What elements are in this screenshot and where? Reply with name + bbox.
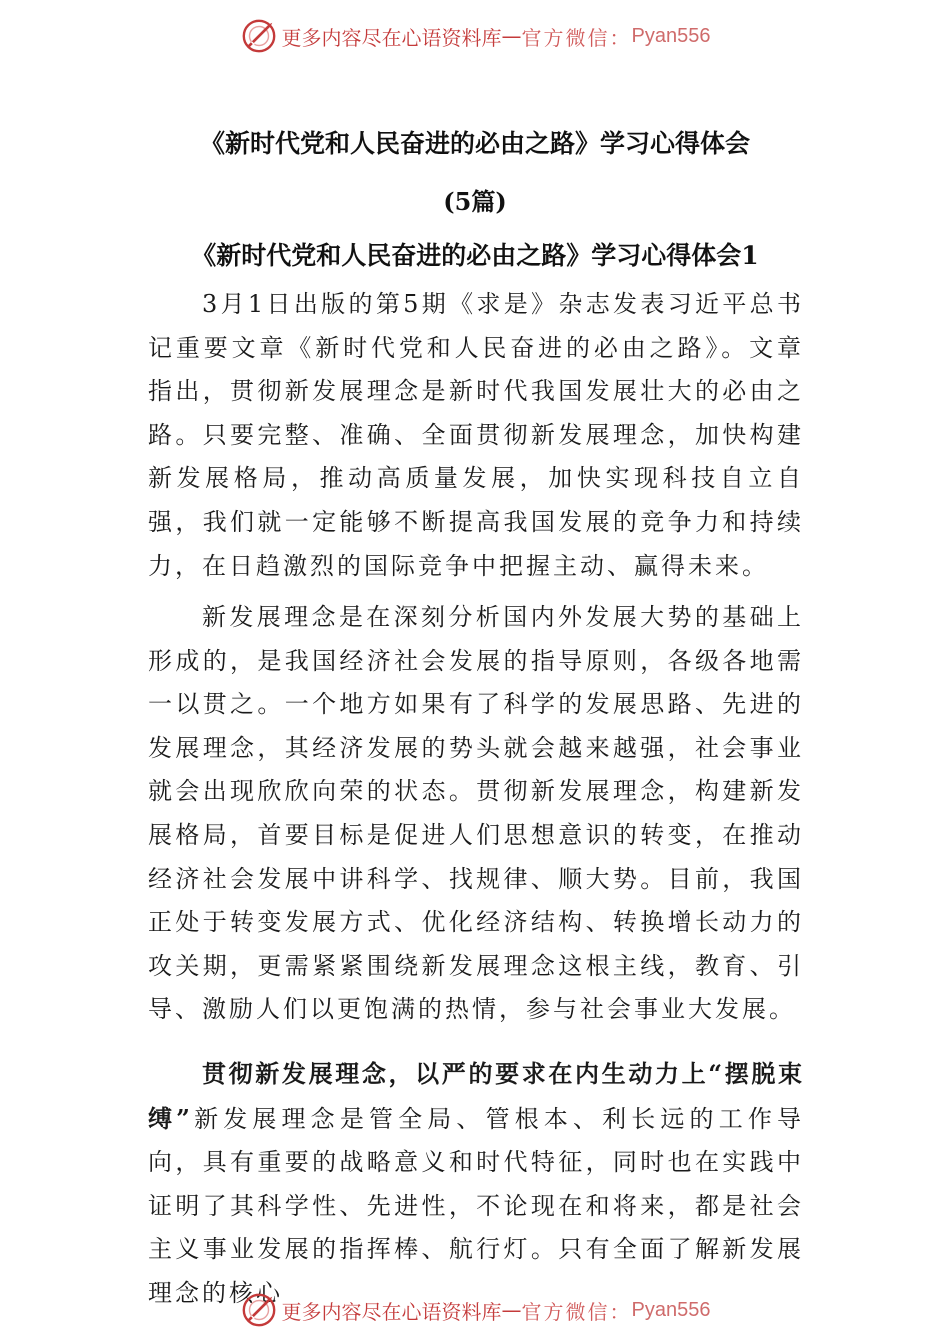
- banner-separator: —: [501, 24, 522, 48]
- header-banner: [0, 16, 950, 56]
- footer-banner: [0, 1290, 950, 1330]
- banner-separator: —: [501, 1298, 522, 1322]
- banner-wechat-id: Pyan556: [631, 24, 711, 47]
- paragraph-3-text: 新发展理念是管全局、管根本、利长远的工作导向，具有重要的战略意义和时代特征，同时也在实践中证明了其科学性、先进性，不论现在和将来，都是社会主义事业发展的指挥棒、航行灯。只有全面了解新发展理念的核心: [148, 1104, 804, 1307]
- paragraph-3-heading: 贯彻新发展理念，以严的要求在内生动力上“摆脱束缚”: [148, 1059, 804, 1133]
- banner-contact-label: 官方微信：: [521, 1299, 632, 1324]
- document-count: (5篇): [443, 187, 507, 216]
- document-title: 《新时代党和人民奋进的必由之路》学习心得体会: [199, 129, 750, 158]
- paragraph-3: [148, 1052, 804, 1316]
- paragraph-2: 新发展理念是在深刻分析国内外发展大势的基础上形成的，是我国经济社会发展的指导原则，各级各地需一以贯之。一个地方如果有了科学的发展思路、先进的发展理念，其经济发展的势头就会越来越强，社会事业就会出现欣欣向荣的状态。贯彻新发展理念，构建新发展格局，首要目标是促进人们思想意识的转变，在推动经济社会发展中讲科学、找规律、顺大势。目前，我国正处于转变发展方式、优化经济结构、转换增长动力的攻关期，更需紧紧围绕新发展理念这根主线，教育、引导、激励人们以更饱满的热情，参与社会事业大发展。: [148, 603, 804, 1024]
- section-title: 《新时代党和人民奋进的必由之路》学习心得体会1: [191, 241, 759, 270]
- banner-text: 更多内容尽在心语资料库: [281, 1299, 502, 1324]
- banner-contact-label: 官方微信：: [521, 25, 632, 50]
- brand-logo-icon: [240, 1291, 278, 1329]
- banner-text: 更多内容尽在心语资料库: [281, 25, 502, 50]
- paragraph-1: 3月1日出版的第5期《求是》杂志发表习近平总书记重要文章《新时代党和人民奋进的必由之路》。文章指出，贯彻新发展理念是新时代我国发展壮大的必由之路。只要完整、准确、全面贯彻新发展理念，加快构建新发展格局，推动高质量发展，加快实现科技自立自强，我们就一定能够不断提高我国发展的竞争力和持续力，在日趋激烈的国际竞争中把握主动、赢得未来。: [148, 290, 804, 580]
- brand-logo-icon: [240, 17, 278, 55]
- banner-wechat-id: Pyan556: [631, 1298, 711, 1321]
